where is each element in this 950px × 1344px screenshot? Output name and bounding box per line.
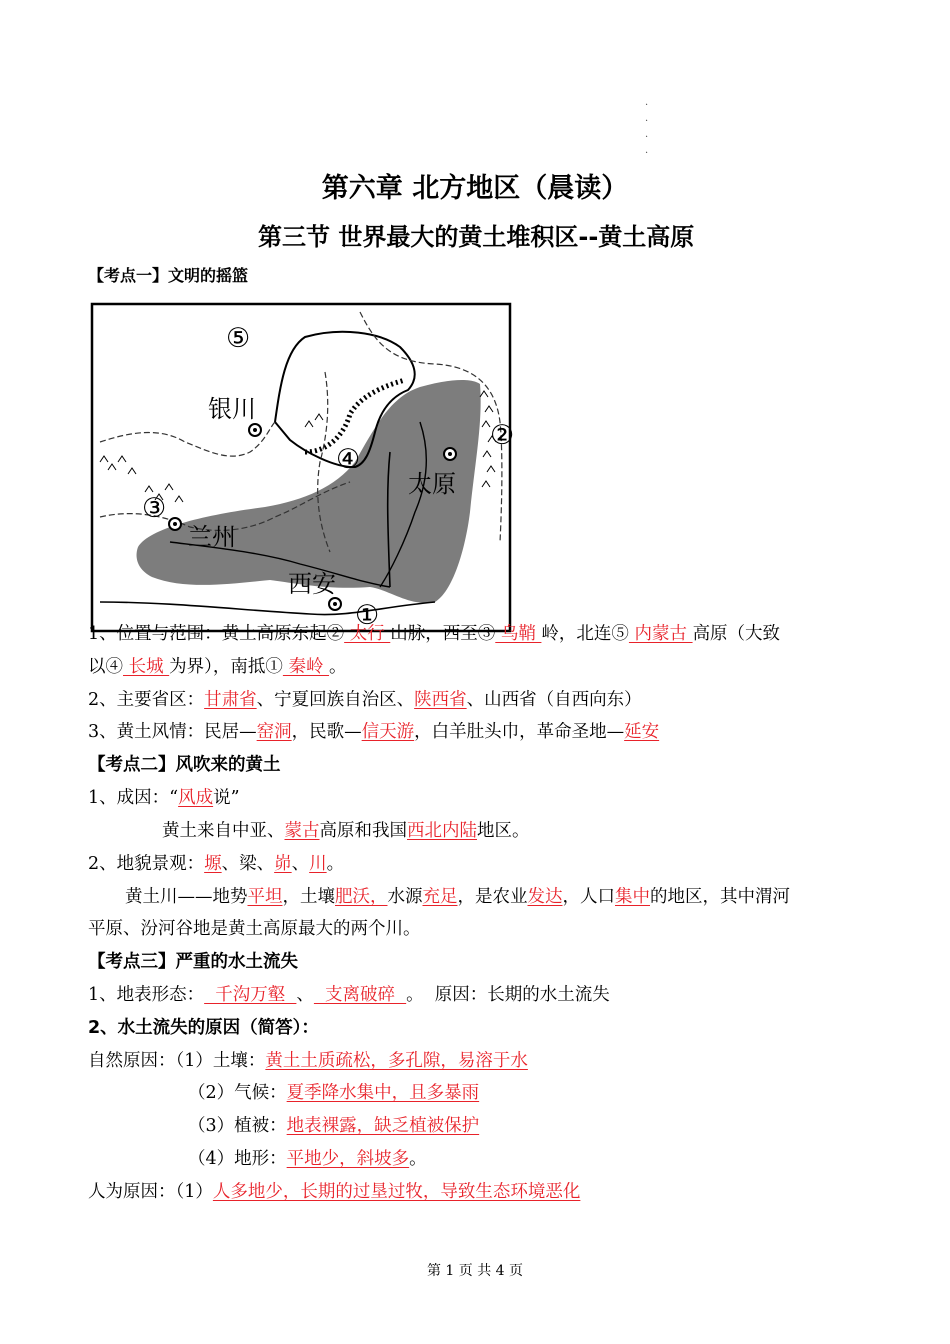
human-label: 人为原因： bbox=[88, 1182, 176, 1202]
answer-jizhong: 集中 bbox=[615, 887, 650, 907]
text: ，土壤 bbox=[282, 887, 335, 907]
text: 3、黄土风情：民居— bbox=[88, 722, 257, 742]
text: 1、成因：“ bbox=[88, 788, 179, 808]
text: 1、位置与范围：黄土高原东起② bbox=[88, 624, 345, 644]
text: 高原（大致 bbox=[692, 624, 781, 644]
answer-mao: 峁 bbox=[274, 854, 292, 874]
kp3-bracket: 【考点三】 bbox=[88, 952, 176, 972]
kp1-line1 bbox=[88, 622, 780, 646]
kp3-human-1 bbox=[88, 1180, 580, 1204]
answer-climate: 夏季降水集中，且多暴雨 bbox=[286, 1083, 480, 1103]
text: 地区。 bbox=[477, 821, 530, 841]
kp2-line4 bbox=[125, 885, 790, 909]
text: 以④ bbox=[88, 657, 123, 677]
text: 黄土来自中亚、 bbox=[162, 821, 285, 841]
text: 、梁、 bbox=[221, 854, 275, 874]
answer-yaodong: 窑洞 bbox=[256, 722, 292, 742]
answer-terrain: 平地少，斜坡多 bbox=[286, 1149, 410, 1169]
answer-gansu: 甘肃省 bbox=[204, 690, 257, 710]
kp1-heading bbox=[88, 264, 248, 288]
answer-shaanxi: 陕西省 bbox=[414, 690, 467, 710]
label-m1: ① bbox=[355, 600, 380, 631]
text: （1）土壤： bbox=[175, 1051, 266, 1071]
answer-changcheng: 长城 bbox=[123, 657, 170, 677]
kp3-natural-4 bbox=[188, 1147, 427, 1171]
kp3-natural-3 bbox=[188, 1114, 479, 1138]
kp2-title: 风吹来的黄土 bbox=[175, 755, 281, 775]
kp3-natural-2 bbox=[188, 1081, 479, 1105]
answer-pingtan: 平坦 bbox=[247, 887, 283, 907]
text: ，民歌— bbox=[291, 722, 362, 742]
section-title: 第三节 世界最大的黄土堆积区--黄土高原 bbox=[258, 223, 695, 251]
answer-soil: 黄土土质疏松，多孔隙，易溶于水 bbox=[265, 1051, 528, 1071]
answer-yanan: 延安 bbox=[624, 722, 660, 742]
kp2-line5: 平原、汾河谷地是黄土高原最大的两个川。 bbox=[88, 919, 421, 939]
answer-zhili: 支离破碎 bbox=[313, 985, 407, 1005]
answer-xibei: 西北内陆 bbox=[407, 821, 477, 841]
text: 山脉，西至③ bbox=[390, 624, 496, 644]
answer-qiangou: 千沟万壑 bbox=[204, 985, 297, 1005]
answer-chuan: 川 bbox=[309, 854, 327, 874]
kp2-line1 bbox=[88, 786, 240, 810]
text: 岭，北连⑤ bbox=[541, 624, 629, 644]
text: 的地区，其中渭河 bbox=[650, 887, 790, 907]
text: 。 bbox=[326, 854, 345, 874]
kp1-line3 bbox=[88, 720, 659, 744]
label-m5: ⑤ bbox=[226, 323, 251, 354]
text: 2、地貌景观： bbox=[88, 854, 205, 874]
page-footer: 第 1 页 共 4 页 bbox=[426, 1263, 524, 1279]
answer-xintianyou: 信天游 bbox=[361, 722, 415, 742]
answer-qinling: 秦岭 bbox=[282, 657, 330, 677]
answer-wushao: 乌鞘 bbox=[495, 624, 542, 644]
label-yinchuan: 银川 bbox=[208, 395, 256, 423]
text: （3）植被： bbox=[188, 1116, 287, 1136]
text: ，人口 bbox=[562, 887, 615, 907]
city-xian-marker bbox=[329, 598, 341, 610]
text: 。 bbox=[409, 1149, 427, 1169]
label-lanzhou: 兰州 bbox=[188, 523, 236, 551]
answer-fada: 发达 bbox=[527, 887, 563, 907]
text: （2）气候： bbox=[188, 1083, 287, 1103]
text: 、 bbox=[291, 854, 310, 874]
kp1-line1b bbox=[88, 655, 347, 679]
kp3-natural-1 bbox=[88, 1049, 528, 1073]
answer-menggu: 蒙古 bbox=[284, 821, 320, 841]
city-yinchuan-marker bbox=[249, 424, 261, 436]
text: 、宁夏回族自治区、 bbox=[256, 690, 415, 710]
text: 高原和我国 bbox=[319, 821, 407, 841]
answer-chongzu: 充足 bbox=[422, 887, 458, 907]
answer-feiwo: 肥沃， bbox=[335, 887, 388, 907]
text: 1、地表形态： bbox=[88, 985, 205, 1005]
answer-fengcheng: 风成 bbox=[178, 788, 214, 808]
label-m2: ② bbox=[490, 420, 515, 451]
kp2-line2 bbox=[162, 819, 530, 843]
city-taiyuan-marker bbox=[444, 448, 456, 460]
natural-label: 自然原因： bbox=[88, 1051, 176, 1071]
text: 说” bbox=[213, 788, 240, 808]
text: 。 原因：长期的水土流失 bbox=[406, 985, 610, 1005]
kp2-bracket: 【考点二】 bbox=[88, 755, 176, 775]
answer-human: 人多地少，长期的过垦过牧，导致生态环境恶化 bbox=[212, 1182, 581, 1202]
kp2-line3 bbox=[88, 852, 344, 876]
kp1-bracket: 【考点一】 bbox=[88, 266, 169, 285]
kp3-line1 bbox=[88, 983, 610, 1007]
text: 、 bbox=[296, 985, 314, 1005]
label-taiyuan: 太原 bbox=[408, 470, 456, 498]
kp3-line2: 2、水土流失的原因（简答）： bbox=[88, 1018, 319, 1038]
kp3-title: 严重的水土流失 bbox=[175, 952, 298, 972]
city-lanzhou-marker bbox=[169, 518, 181, 530]
answer-taihang: 太行 bbox=[344, 624, 391, 644]
text: 为界），南抵① bbox=[169, 657, 283, 677]
margin-dots: · · · · bbox=[645, 100, 649, 159]
label-xian: 西安 bbox=[288, 570, 336, 598]
text: 水源 bbox=[387, 887, 423, 907]
kp3-heading bbox=[88, 950, 298, 974]
label-m4: ④ bbox=[336, 444, 361, 475]
text: 黄土川——地势 bbox=[125, 887, 248, 907]
text: （4）地形： bbox=[188, 1149, 287, 1169]
answer-neimenggu: 内蒙古 bbox=[628, 624, 693, 644]
text: ，是农业 bbox=[457, 887, 528, 907]
label-m3: ③ bbox=[142, 493, 167, 524]
text: （1） bbox=[175, 1182, 213, 1202]
chapter-title: 第六章 北方地区（晨读） bbox=[321, 173, 629, 204]
answer-vegetation: 地表裸露，缺乏植被保护 bbox=[286, 1116, 480, 1136]
kp1-line2 bbox=[88, 688, 642, 712]
kp2-heading bbox=[88, 753, 281, 777]
text: 、山西省（自西向东） bbox=[466, 690, 642, 710]
text: 2、主要省区： bbox=[88, 690, 205, 710]
text: 。 bbox=[329, 657, 347, 677]
answer-yuan: 塬 bbox=[204, 854, 222, 874]
kp1-title: 文明的摇篮 bbox=[168, 266, 249, 285]
loess-plateau-map bbox=[90, 302, 515, 637]
text: ，白羊肚头巾，革命圣地— bbox=[414, 722, 625, 742]
